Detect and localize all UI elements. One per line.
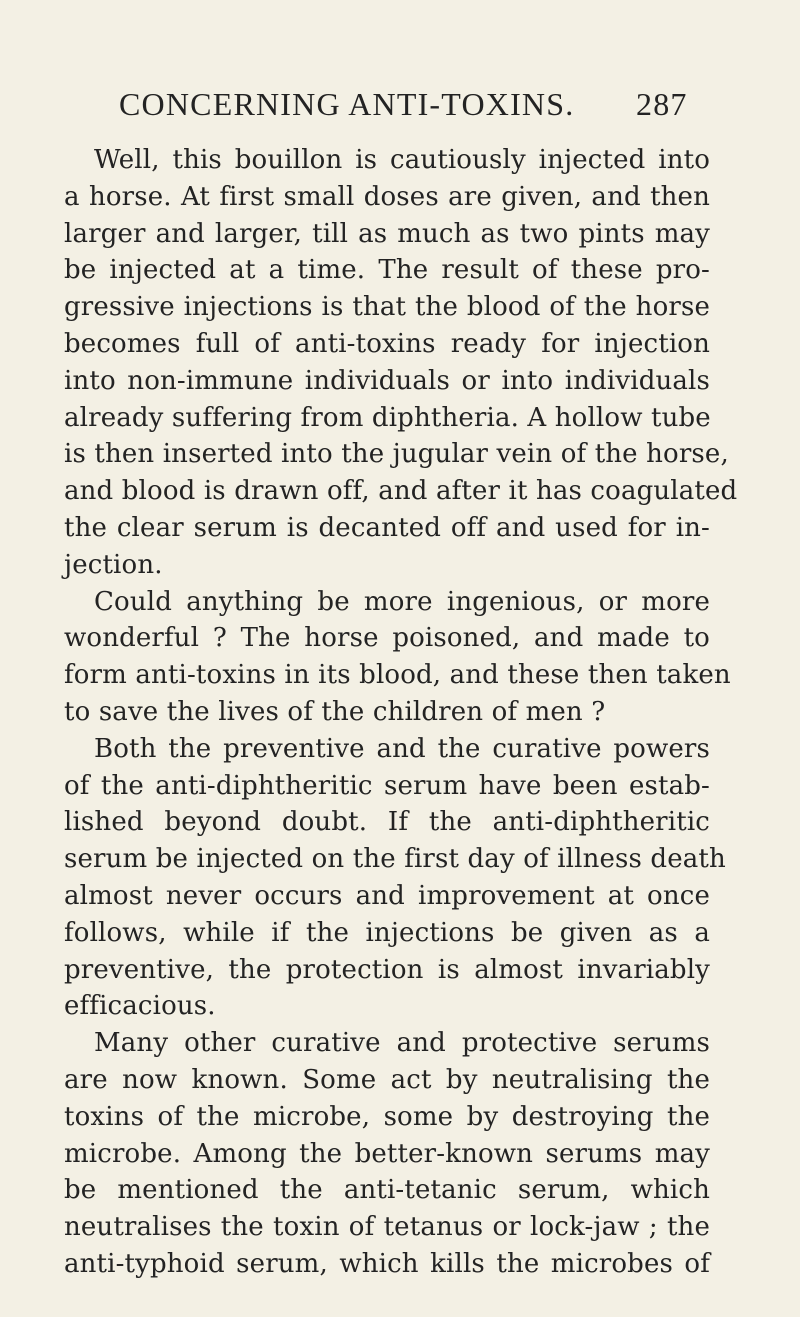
text-line: a horse. At first small doses are given, and then xyxy=(64,181,710,212)
text-line: gressive injections is that the blood of the horse xyxy=(64,292,710,323)
text-line: follows, while if the injections be given as a xyxy=(64,917,710,948)
text-line: microbe. Among the better-known serums may xyxy=(64,1138,710,1169)
text-line: efficacious. xyxy=(64,991,216,1022)
text-line: of the anti-diphtheritic serum have been estab- xyxy=(64,770,710,801)
text-line: Could anything be more ingenious, or more xyxy=(94,586,710,617)
chapter-running-title: CONCERNING ANTI-TOXINS. xyxy=(119,86,575,122)
text-line: becomes full of anti-toxins ready for injection xyxy=(64,328,710,359)
running-head xyxy=(0,84,800,124)
text-line: be injected at a time. The result of these pro- xyxy=(64,255,710,286)
text-line: wonderful ? The horse poisoned, and made to xyxy=(64,623,710,654)
text-line: neutralises the toxin of tetanus or lock-jaw ; the xyxy=(64,1212,710,1243)
text-line: the clear serum is decanted off and used for in- xyxy=(64,512,710,543)
text-line: almost never occurs and improvement at once xyxy=(64,880,710,911)
text-line: jection. xyxy=(64,549,163,580)
text-line: Well, this bouillon is cautiously injected into xyxy=(94,145,710,175)
text-line: to save the lives of the children of men ? xyxy=(64,696,606,727)
text-line: is then inserted into the jugular vein of the horse, xyxy=(64,439,729,470)
text-line: preventive, the protection is almost invariably xyxy=(64,954,710,985)
text-line: are now known. Some act by neutralising the xyxy=(64,1064,710,1095)
text-line: form anti-toxins in its blood, and these then taken xyxy=(64,660,731,691)
text-line: Many other curative and protective serums xyxy=(94,1028,710,1059)
text-line: anti-typhoid serum, which kills the microbes of xyxy=(64,1248,710,1279)
text-line: toxins of the microbe, some by destroying the xyxy=(64,1101,710,1132)
body-text xyxy=(64,142,738,1283)
text-line: larger and larger, till as much as two pints may xyxy=(64,218,710,249)
text-line: Both the preventive and the curative powers xyxy=(94,733,710,764)
text-line: be mentioned the anti-tetanic serum, which xyxy=(64,1175,710,1206)
text-line: serum be injected on the first day of illness death xyxy=(64,844,726,875)
text-line: lished beyond doubt. If the anti-diphtheritic xyxy=(64,807,710,838)
text-line: into non-immune individuals or into individuals xyxy=(64,365,710,396)
text-line: already suffering from diphtheria. A hollow tube xyxy=(64,402,711,433)
text-line: and blood is drawn off, and after it has coagulated xyxy=(64,476,738,507)
page-number: 287 xyxy=(636,86,688,122)
